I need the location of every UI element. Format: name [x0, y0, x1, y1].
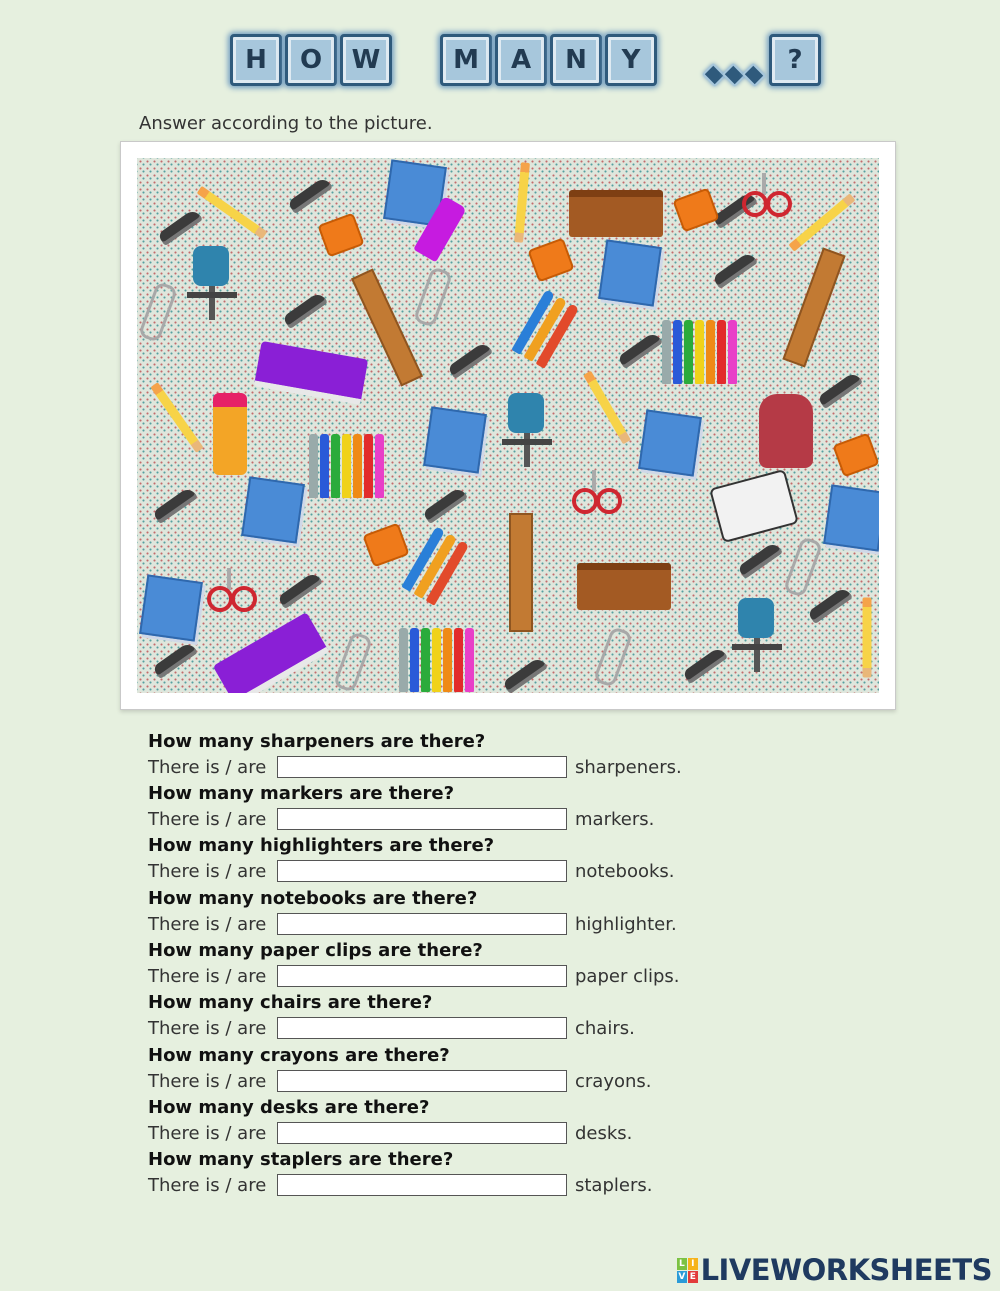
pencil-image [514, 162, 530, 242]
notebook-image [241, 476, 305, 543]
eraser-image [709, 469, 799, 543]
answer-input[interactable] [277, 965, 567, 987]
answer-row [148, 1119, 632, 1147]
answer-input[interactable] [277, 1122, 567, 1144]
stapler-image [807, 586, 853, 624]
question-text: How many sharpeners are there? [148, 731, 486, 752]
title-letter-tile: Y [605, 34, 657, 86]
stapler-image [422, 486, 468, 524]
answer-input[interactable] [277, 1017, 567, 1039]
logo-mark-icon: L I V E [677, 1258, 698, 1283]
question-text: How many chairs are there? [148, 992, 433, 1013]
question-block [148, 888, 677, 938]
question-block [148, 1045, 652, 1095]
answer-row [148, 753, 682, 781]
question-block [148, 1097, 632, 1147]
crayons-image [504, 289, 589, 387]
markers-set-image [662, 320, 739, 384]
stapler-image [712, 251, 758, 289]
answer-input[interactable] [277, 1174, 567, 1196]
backpack-image [759, 394, 813, 468]
answer-prefix: There is / are [148, 1174, 267, 1196]
liveworksheets-logo [677, 1253, 992, 1287]
notebook-image [598, 239, 662, 306]
paper-clip-image [593, 626, 634, 688]
ruler-image [509, 513, 533, 632]
stapler-image [287, 176, 333, 214]
answer-row [148, 805, 654, 833]
stapler-image [152, 641, 198, 679]
answer-suffix: chairs. [575, 1017, 635, 1039]
answer-row [148, 910, 677, 938]
picture-frame [120, 141, 896, 710]
chair-image [732, 598, 782, 680]
sharpener-image [832, 433, 879, 478]
title-letter-tile: W [340, 34, 392, 86]
chair-image [187, 246, 237, 328]
chair-image [502, 393, 552, 475]
title-ellipsis-dots [705, 37, 765, 83]
desk-image [577, 563, 671, 610]
answer-prefix: There is / are [148, 808, 267, 830]
title-letter-tile: H [230, 34, 282, 86]
answer-prefix: There is / are [148, 1070, 267, 1092]
answer-suffix: markers. [575, 808, 655, 830]
question-text: How many markers are there? [148, 783, 455, 804]
answer-row [148, 962, 680, 990]
title-letter-tile: A [495, 34, 547, 86]
paper-clip-image [413, 266, 454, 328]
answer-input[interactable] [277, 913, 567, 935]
sharpener-image [672, 188, 719, 233]
pencil-image [150, 382, 203, 453]
notebook-image [823, 484, 879, 551]
question-text: How many highlighters are there? [148, 835, 495, 856]
stapler-image [152, 486, 198, 524]
answer-suffix: highlighter. [575, 913, 677, 935]
paper-clip-image [138, 281, 179, 343]
question-block [148, 783, 654, 833]
answer-input[interactable] [277, 1070, 567, 1092]
stapler-image [682, 646, 728, 684]
answer-prefix: There is / are [148, 1017, 267, 1039]
stapler-image [282, 291, 328, 329]
stapler-image [817, 371, 863, 409]
answer-suffix: staplers. [575, 1174, 653, 1196]
answer-row [148, 857, 675, 885]
answer-prefix: There is / are [148, 913, 267, 935]
logo-text: LIVEWORKSHEETS [700, 1253, 992, 1287]
question-block [148, 835, 675, 885]
stapler-image [157, 208, 203, 246]
ruler-image [782, 247, 845, 367]
pencil-image [197, 186, 268, 239]
answer-row [148, 1014, 635, 1042]
question-block [148, 992, 635, 1042]
answer-input[interactable] [277, 808, 567, 830]
title-question-tile: ? [769, 34, 821, 86]
answer-suffix: sharpeners. [575, 756, 682, 778]
question-text: How many crayons are there? [148, 1045, 450, 1066]
book-image [254, 341, 368, 405]
question-text: How many paper clips are there? [148, 940, 483, 961]
notebook-image [638, 409, 702, 476]
notebook-image [139, 574, 203, 641]
markers-set-image [309, 434, 386, 498]
answer-prefix: There is / are [148, 965, 267, 987]
question-block [148, 940, 680, 990]
pencil-image [863, 598, 872, 678]
stapler-image [502, 656, 548, 693]
stapler-image [617, 331, 663, 369]
sharpener-image [317, 213, 364, 258]
glue-bottle-image [213, 393, 247, 475]
scissors-image [742, 173, 788, 213]
scissors-image [572, 470, 618, 510]
answer-prefix: There is / are [148, 860, 267, 882]
question-text: How many notebooks are there? [148, 888, 478, 909]
school-supplies-picture [137, 158, 879, 693]
answer-row [148, 1171, 652, 1199]
answer-input[interactable] [277, 860, 567, 882]
question-block [148, 731, 682, 781]
stapler-image [737, 541, 783, 579]
pencil-image [788, 193, 855, 251]
answer-suffix: notebooks. [575, 860, 675, 882]
markers-set-image [399, 628, 476, 692]
instructions-text: Answer according to the picture. [139, 113, 433, 134]
question-text: How many staplers are there? [148, 1149, 454, 1170]
book-image [213, 612, 330, 693]
answer-suffix: crayons. [575, 1070, 652, 1092]
title-letter-tile: N [550, 34, 602, 86]
title-letter-tile: M [440, 34, 492, 86]
answer-input[interactable] [277, 756, 567, 778]
answer-suffix: paper clips. [575, 965, 680, 987]
stapler-image [447, 341, 493, 379]
answer-row [148, 1067, 652, 1095]
crayons-image [394, 526, 479, 624]
worksheet-title [230, 32, 824, 88]
sharpener-image [362, 523, 409, 568]
desk-image [569, 190, 663, 237]
title-letter-tile: O [285, 34, 337, 86]
answer-prefix: There is / are [148, 756, 267, 778]
question-block [148, 1149, 652, 1199]
stapler-image [277, 571, 323, 609]
answer-prefix: There is / are [148, 1122, 267, 1144]
question-text: How many desks are there? [148, 1097, 430, 1118]
answer-suffix: desks. [575, 1122, 633, 1144]
pencil-image [583, 371, 631, 445]
scissors-image [207, 568, 253, 608]
notebook-image [423, 406, 487, 473]
paper-clip-image [333, 631, 374, 693]
paper-clip-image [783, 536, 824, 598]
sharpener-image [527, 238, 574, 283]
